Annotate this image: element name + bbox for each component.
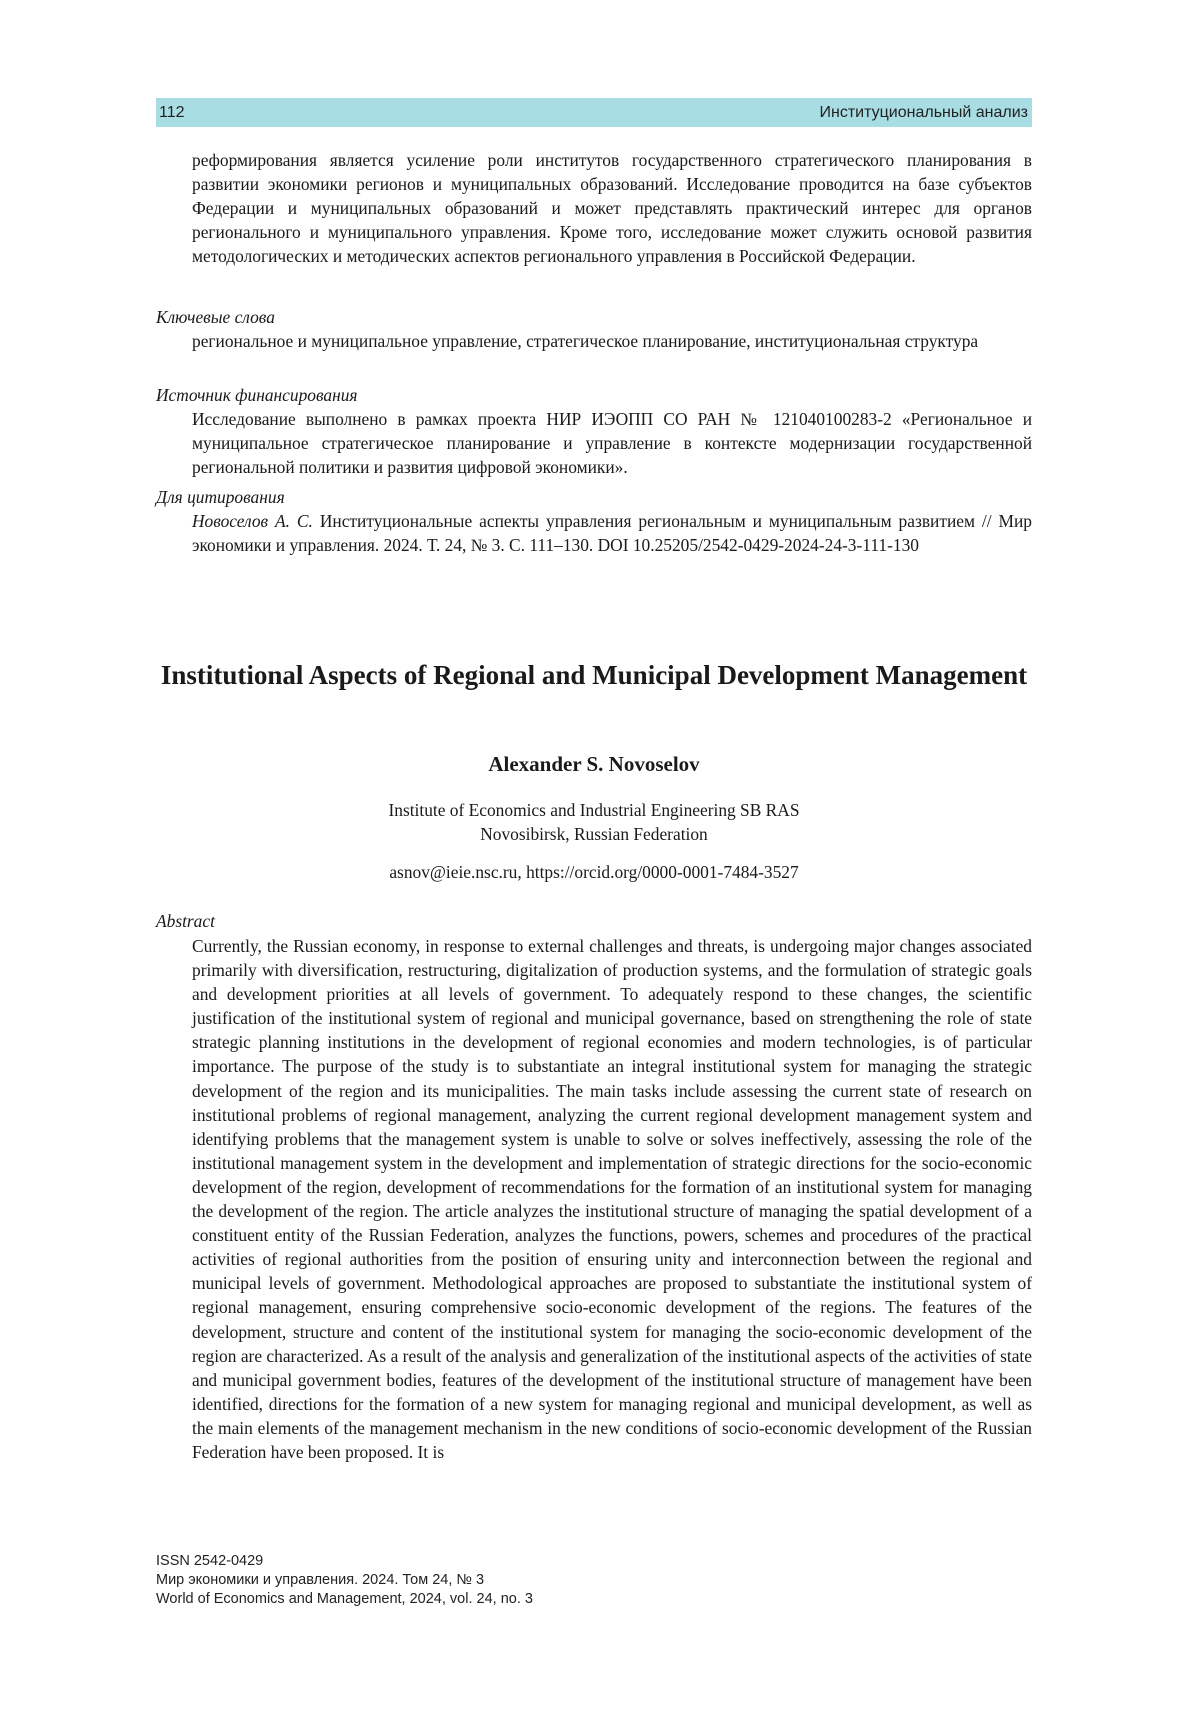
author-location: Novosibirsk, Russian Federation bbox=[480, 824, 708, 844]
section-title: Институциональный анализ bbox=[819, 103, 1028, 121]
author-institution: Institute of Economics and Industrial Engineering SB RAS bbox=[388, 800, 800, 820]
article-author: Alexander S. Novoselov bbox=[488, 752, 700, 776]
footer-journal-en: World of Economics and Management, 2024, vol. 24, no. 3 bbox=[156, 1591, 533, 1607]
citation-author: Новоселов А. С. bbox=[192, 511, 313, 531]
funding-text: Исследование выполнено в рамках проекта НИР ИЭОПП СО РАН № 121040100283-2 «Региональное и муниципальное стратегическое планирование и управление в контексте модернизации государственной региональной политики и развития цифровой экономики». bbox=[192, 409, 1032, 477]
citation-text bbox=[192, 509, 1032, 557]
keywords-text: региональное и муниципальное управление, стратегическое планирование, институциональная структура bbox=[192, 331, 979, 351]
footer-journal-ru: Мир экономики и управления. 2024. Том 24, № 3 bbox=[156, 1572, 485, 1588]
footer-issn: ISSN 2542-0429 bbox=[156, 1553, 264, 1569]
citation-body: Институциональные аспекты управления региональным и муниципальным развитием // Мир экономики и управления. 2024. Т. 24, № 3. С. 111–130. DOI 10.25205/2542-0429-2024-24-3-111-130 bbox=[192, 511, 1032, 555]
funding-label: Источник финансирования bbox=[156, 385, 358, 405]
running-header bbox=[156, 98, 1032, 127]
page-footer bbox=[156, 1552, 533, 1609]
keywords-label: Ключевые слова bbox=[156, 307, 275, 327]
abstract-label: Abstract bbox=[156, 911, 215, 931]
russian-abstract-tail: реформирования является усиление роли институтов государственного стратегического планирования в развитии экономики регионов и муниципальных образований. Исследование проводится на базе субъектов Федерации и муниципальных образований и может представлять практический интерес для органов регионального и муниципального управления. Кроме того, исследование может служить основой развития методологических и методических аспектов регионального управления в Российской Федерации. bbox=[192, 150, 1032, 266]
article-title: Institutional Aspects of Regional and Municipal Development Management bbox=[160, 660, 1028, 690]
abstract-text: Currently, the Russian economy, in response to external challenges and threats, is undergoing major changes associated primarily with diversification, restructuring, digitalization of production systems, and the formulation of strategic goals and development priorities at all levels of government. To adequately respond to these changes, the scientific justification of the institutional system of regional and municipal governance, based on strengthening the role of state strategic planning institutions in the development of regional economies and modern technologies, is of particular importance. The purpose of the study is to substantiate an integral institutional system for managing the strategic development of the region and its municipalities. The main tasks include assessing the current state of research on institutional problems of regional management, analyzing the current regional development management system and identifying problems that the management system is unable to solve or solves ineffectively, assessing the role of the institutional management system in the development and implementation of strategic directions for the socio-economic development of the region, development of recommendations for the formation of an institutional system for managing the development of the region. The article analyzes the institutional structure of managing the spatial development of a constituent entity of the Russian Federation, analyzes the functions, powers, schemes and procedures of the practical activities of regional authorities from the position of ensuring unity and interconnection between the regional and municipal levels of government. Methodological approaches are proposed to substantiate the institutional system of regional management, ensuring comprehensive socio-economic development of the regions. The features of the development, structure and content of the institutional system for managing the socio-economic development of the region are characterized. As a result of the analysis and generalization of the institutional aspects of the activities of state and municipal government bodies, features of the development of the institutional structure of management have been identified, directions for the formation of a new system for managing regional and municipal development, as well as the main elements of the management mechanism in the new conditions of socio-economic development of the Russian Federation have been proposed. It is bbox=[192, 936, 1032, 1462]
citation-label: Для цитирования bbox=[156, 487, 285, 507]
page-number: 112 bbox=[159, 103, 185, 121]
author-contact: asnov@ieie.nsc.ru, https://orcid.org/0000-0001-7484-3527 bbox=[389, 862, 799, 882]
